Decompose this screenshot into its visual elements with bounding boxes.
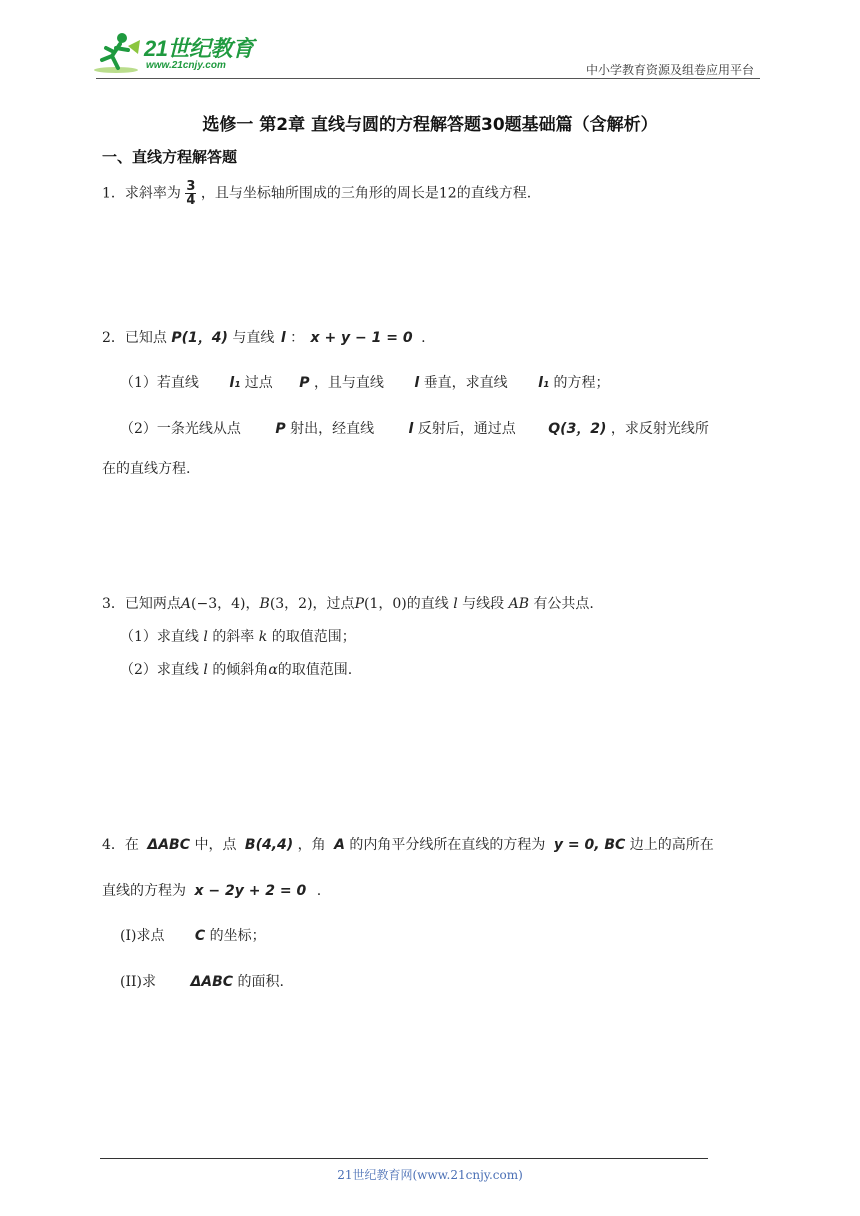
q4-part1-text-b: 的坐标； — [209, 928, 266, 944]
question-2-part-2-cont: 在的直线方程. — [102, 461, 191, 477]
q4-part2-text-b: 的面积. — [237, 974, 284, 990]
q4-text-e: 边上的高所在 — [629, 837, 714, 853]
q2-text-b: 与直线 — [232, 330, 275, 346]
q2-line-l1: l₁ — [229, 375, 241, 391]
q2-part2-text-d: ，求反射光线所 — [610, 421, 709, 437]
q3-segment-ab: AB — [508, 596, 529, 612]
q2-line-l1-ref: l₁ — [538, 375, 550, 391]
q3-part1-line-l: l — [203, 629, 208, 645]
question-3-part-2 — [120, 659, 352, 679]
q3-point-b-coords: (3，2)，过点 — [269, 596, 355, 612]
q3-text-b: 与线段 — [462, 596, 505, 612]
question-1 — [102, 180, 531, 207]
q4-part2-text-a: (II)求 — [120, 974, 156, 990]
q2-line-equation: x + y − 1 = 0 — [310, 330, 413, 346]
question-3 — [102, 593, 594, 613]
question-2-part-2 — [120, 418, 709, 438]
q4-text-b: 中，点 — [194, 837, 237, 853]
section-heading: 一、直线方程解答题 — [102, 148, 238, 166]
q2-point-p-ref2: P — [275, 421, 286, 437]
q4-bisector-equation: y = 0, BC — [553, 837, 626, 853]
q2-period: . — [421, 330, 426, 346]
q2-line-l-ref2: l — [408, 421, 414, 437]
q4-text-a: 4．在 — [102, 837, 139, 853]
footer-link[interactable]: 21世纪教育网(www.21cnjy.com) — [337, 1168, 523, 1182]
q4-period: . — [316, 883, 322, 899]
q3-slope-k: k — [258, 629, 268, 645]
q1-text-a: 1．求斜率为 — [102, 185, 181, 202]
q3-angle-alpha: α — [268, 662, 278, 678]
site-logo — [92, 30, 264, 78]
q2-line-l-ref: l — [414, 375, 420, 391]
platform-name: 中小学教育资源及组卷应用平台 — [585, 63, 754, 77]
q2-part2-text-b: 射出，经直线 — [290, 421, 375, 437]
q4-triangle-ref: ΔABC — [190, 974, 234, 990]
q1-text-b: ，且与坐标轴所围成的三角形的周长是12的直线方程. — [200, 185, 532, 202]
question-3-part-1 — [120, 626, 356, 646]
q2-point-q: Q(3，2) — [548, 421, 607, 437]
q2-part1-text-a: （1）若直线 — [120, 375, 199, 391]
q4-angle-a: A — [334, 837, 345, 853]
q3-part1-text-c: 的取值范围； — [271, 629, 356, 645]
q3-point-p-coords: (1，0)的直线 — [363, 596, 449, 612]
question-4-part-1 — [120, 925, 266, 945]
q3-line-l: l — [453, 596, 458, 612]
question-4 — [102, 834, 714, 854]
q2-line-l: l — [280, 330, 286, 346]
runner-icon — [92, 30, 144, 78]
question-2 — [102, 327, 426, 347]
q3-text-c: 有公共点. — [533, 596, 594, 612]
q3-part1-text-b: 的斜率 — [212, 629, 255, 645]
q3-part1-text-a: （1）求直线 — [120, 629, 199, 645]
q3-point-a: A — [180, 596, 192, 612]
q2-part2-text-c: 反射后，通过点 — [417, 421, 516, 437]
q3-part2-line-l: l — [203, 662, 208, 678]
header-divider — [96, 78, 760, 79]
q4-part1-text-a: (I)求点 — [120, 928, 165, 944]
fraction-numerator: 3 — [186, 179, 196, 194]
q2-part1-text-c: ，且与直线 — [313, 375, 384, 391]
logo-text: 21世纪教育 — [144, 36, 254, 61]
question-4-part-2 — [120, 971, 284, 991]
fraction-denominator: 4 — [186, 193, 196, 208]
q2-colon: ： — [290, 330, 305, 346]
q2-point-p-ref: P — [299, 375, 310, 391]
q3-point-a-coords: (−3，4)， — [191, 596, 260, 612]
q3-point-b: B — [259, 596, 270, 612]
q3-part2-text-b: 的倾斜角 — [212, 662, 269, 678]
q4-altitude-equation: x − 2y + 2 = 0 — [194, 883, 307, 899]
q4-text-f: 直线的方程为 — [102, 883, 186, 899]
q3-part2-text-a: （2）求直线 — [120, 662, 199, 678]
footer-divider — [100, 1158, 708, 1159]
fraction — [185, 180, 196, 207]
q4-triangle: ΔABC — [147, 837, 190, 853]
q2-part2-text-a: （2）一条光线从点 — [120, 421, 241, 437]
q2-part1-text-d: 垂直，求直线 — [423, 375, 508, 391]
question-2-part-1 — [120, 372, 610, 392]
q4-point-c: C — [194, 928, 206, 944]
q4-text-c: ，角 — [297, 837, 326, 853]
q2-text-a: 2．已知点 — [102, 330, 167, 346]
q4-point-b: B(4,4) — [244, 837, 294, 853]
q2-point-p: P(1，4) — [171, 330, 228, 346]
q4-text-d: 的内角平分线所在直线的方程为 — [349, 837, 546, 853]
logo-url: www.21cnjy.com — [146, 60, 226, 71]
document-title: 选修一 第2章 直线与圆的方程解答题30题基础篇（含解析） — [202, 115, 658, 135]
question-4-cont — [102, 880, 321, 900]
q3-point-p: P — [354, 596, 364, 612]
q2-part1-text-e: 的方程； — [553, 375, 610, 391]
q3-text-a: 3．已知两点 — [102, 596, 181, 612]
q3-part2-text-c: 的取值范围. — [277, 662, 353, 678]
q2-part1-text-b: 过点 — [244, 375, 273, 391]
